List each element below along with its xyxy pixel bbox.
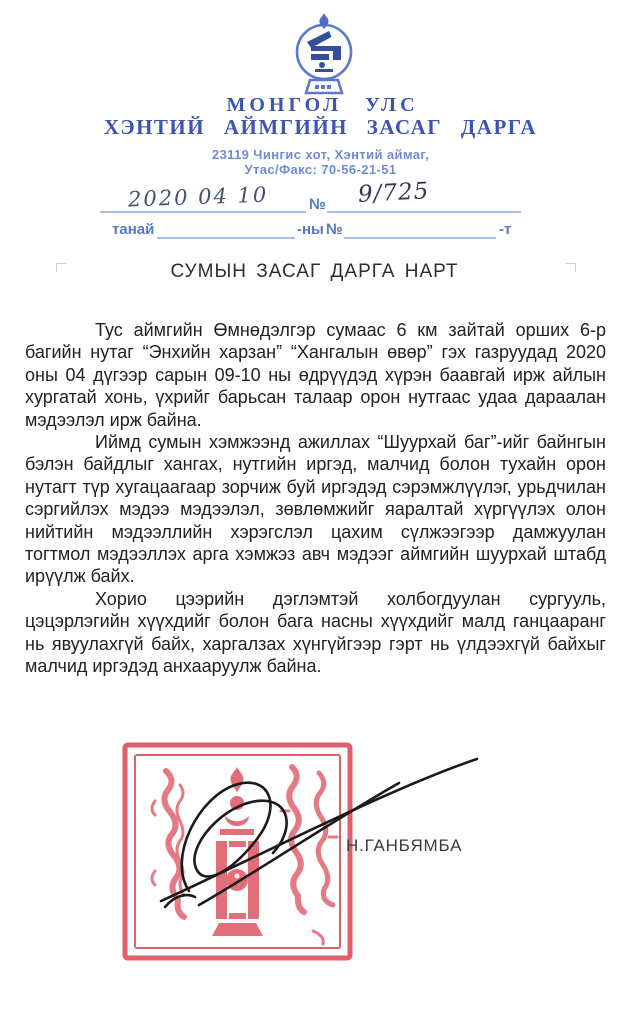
number-underline xyxy=(327,211,521,213)
phone-fax-line: Утас/Факс: 70-56-21-51 xyxy=(244,162,397,177)
paragraph-1: Тус аймгийн Өмнөдэлгэр сумаас 6 км зайтай орших 6-р багийн нутаг “Энхийн харзан” “Хангалын өвөр” гэх газруудад 2020 оны 04 дүгээр сарын 09-10 ны өдрүүдэд хүрэн баавгай ирж айлын хургатай хонь, үхрийг барьсан талаар орон нутгаас удаа дараалан мэдээлэл ирж байна. xyxy=(25,320,606,430)
handwritten-signature xyxy=(137,747,489,917)
recipient-mid: -ны xyxy=(297,221,324,238)
country-name: МОНГОЛ УЛС xyxy=(226,94,419,116)
paragraph-3: Хорио цээрийн дэглэмтэй холбогдуулан сургууль, цэцэрлэгийн хүүхдийг болон бага насны хүүхдийг малд ганцааранг нь явуулахгүй байх, харгалзах хүнгүйгээр гэрт нь үлдээхгүй байхыг малчид иргэдэд анхааруулж байна. xyxy=(25,588,606,677)
document-title: СУМЫН ЗАСАГ ДАРГА НАРТ xyxy=(170,261,459,282)
paragraph-2: Иймд сумын хэмжээнд ажиллах “Шуурхай баг”-ийг байнгын бэлэн байдлыг хангах, нутгийн иргэд, малчид болон тухайн орон нутагт түр хугацаагаар зорчиж буй иргэдэд сэрэмжлүүлэг, урьдчилан сэргийлэх мэдээ мэдээлэл, зөвлөмжийг яаралтай хүргүүлэх олон нийтийн мэдээллийн хэрэгслэл цахим сүлжээгээр дамжуулан тогтмол мэдээллэх арга хэмжэз авч мэдээг аймгийн шуурхай штабд ирүүлж байх. xyxy=(25,432,606,587)
signatory-name: Н.ГАНБЯМБА xyxy=(346,836,463,855)
recipient-suffix: -т xyxy=(499,221,512,238)
address-line: 23119 Чингис хот, Хэнтий аймаг, xyxy=(211,147,430,162)
recipient-underline-1 xyxy=(157,237,295,239)
number-sign: № xyxy=(309,196,326,213)
signature-icon xyxy=(137,747,489,917)
recipient-prefix: танай xyxy=(112,221,155,238)
office-name: ХЭНТИЙ АЙМГИЙН ЗАСАГ ДАРГА xyxy=(103,115,538,139)
recipient-underline-2 xyxy=(344,237,496,239)
khentii-emblem-logo xyxy=(288,10,360,96)
handwritten-number: 9/725 xyxy=(357,178,430,208)
handwritten-date: 2020 04 10 xyxy=(127,182,269,212)
recipient-number-sign: № xyxy=(326,221,343,238)
letter-body xyxy=(25,319,606,678)
emblem-icon xyxy=(288,10,360,96)
